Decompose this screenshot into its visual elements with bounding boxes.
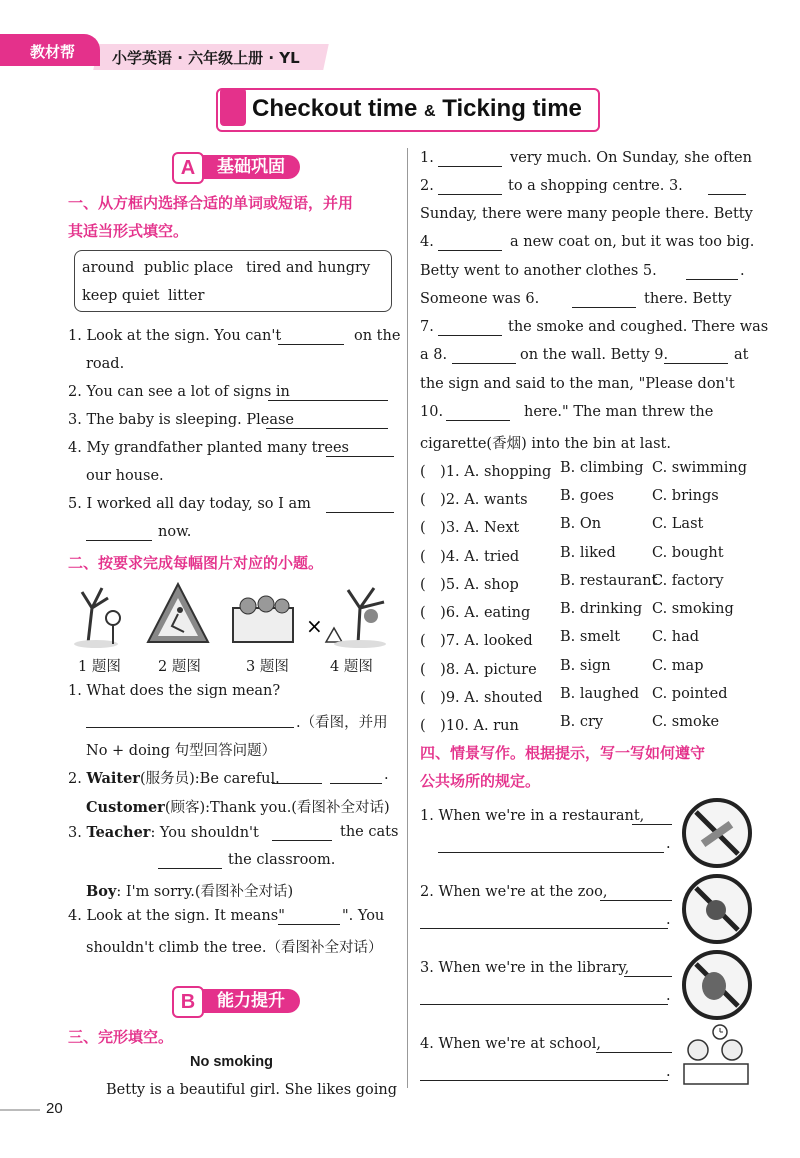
teacher-line-a: : You shouldn't (150, 825, 259, 841)
q1-item4-text: 4. My grandfather planted many trees (68, 440, 349, 456)
cloze-line-4b: a new coat on, but it was too big. (510, 234, 755, 250)
choice-3-c[interactable]: C. Last (652, 516, 704, 532)
choice-5-c[interactable]: C. factory (652, 573, 724, 589)
q2-item2-line1: 2. Waiter(服务员):Be careful. (68, 770, 280, 787)
speaker-teacher: Teacher (86, 824, 151, 841)
q4-item2-period: . (666, 912, 671, 928)
cloze-blank-4[interactable] (438, 236, 502, 251)
q2-item3-blank1[interactable] (272, 826, 332, 841)
choice-4-a[interactable]: ( )4. A. tried (420, 549, 520, 565)
warning-sign-illustration (148, 584, 208, 642)
choice-1-b[interactable]: B. climbing (560, 460, 644, 476)
q1-item4-blank[interactable] (326, 442, 394, 457)
customer-line: :Thank you.(看图补全对话) (205, 800, 390, 816)
choice-2-a[interactable]: ( )2. A. wants (420, 492, 528, 508)
passage-start: Betty is a beautiful girl. She likes going (106, 1082, 398, 1098)
title-amp: & (424, 103, 436, 120)
waiter-line: :Be careful. (194, 771, 280, 787)
word-public-place: public place (144, 260, 234, 276)
q2-item2-line2 (86, 796, 390, 817)
choice-7-c[interactable]: C. had (652, 629, 700, 645)
q1-item3-text: 3. The baby is sleeping. Please (68, 412, 294, 428)
no-feeding-sign-icon (682, 874, 752, 944)
q2-item3-line3 (86, 880, 293, 901)
cloze-blank-8[interactable] (452, 349, 516, 364)
cats-box-illustration (233, 596, 323, 642)
pic-label-4: 4 题图 (330, 659, 373, 675)
students-desk-illustration (680, 1024, 752, 1086)
cloze-line-3: Sunday, there were many people there. Betty (420, 206, 753, 222)
q4-item4-blank2[interactable] (420, 1066, 668, 1081)
choice-2-c[interactable]: C. brings (652, 488, 719, 504)
cloze-line-10b: here." The man threw the (524, 404, 714, 420)
choice-9-c[interactable]: C. pointed (652, 686, 728, 702)
cloze-line-6a: Someone was 6. (420, 291, 540, 307)
q2-item3-blank2[interactable] (158, 854, 222, 869)
choice-8-b[interactable]: B. sign (560, 658, 611, 674)
choice-1-a[interactable]: ( )1. A. shopping (420, 464, 552, 480)
choice-5-a[interactable]: ( )5. A. shop (420, 577, 519, 593)
teacher-line-b: the cats (340, 824, 399, 840)
choice-5-b[interactable]: B. restaurant (560, 573, 658, 589)
word-tired-and-hungry: tired and hungry (246, 260, 371, 276)
q2-item4-text: 4. Look at the sign. It means" (68, 908, 285, 924)
word-litter: litter (168, 288, 205, 304)
header-subject: 小学英语 · 六年级上册 · YL (112, 49, 300, 67)
q4-item3-period: . (666, 988, 671, 1004)
section-b-letter: B (172, 986, 204, 1018)
title-part1: Checkout time (252, 95, 418, 122)
q4-item1-blank2[interactable] (438, 838, 664, 853)
q4-item1-text: 1. When we're in a restaurant, (420, 808, 645, 824)
q1-item1-text: 1. Look at the sign. You can't (68, 328, 282, 344)
q2-item1-text: 1. What does the sign mean? (68, 683, 281, 699)
title-part2: Ticking time (442, 95, 582, 122)
q4-item2-blank1[interactable] (600, 886, 672, 901)
cloze-blank-3[interactable] (708, 180, 746, 195)
choice-6-a[interactable]: ( )6. A. eating (420, 605, 531, 621)
q1-item5-text: 5. I worked all day today, so I am (68, 496, 311, 512)
page-title (252, 95, 582, 123)
speaker-boy: Boy (86, 883, 117, 900)
speaker-customer: Customer (86, 799, 165, 816)
page-number: 20 (46, 1100, 63, 1117)
q1-heading-line2: 其适当形式填空。 (68, 222, 189, 240)
cloze-line-8b: on the wall. Betty 9. (520, 347, 669, 363)
q2-item2-blank1[interactable] (272, 769, 322, 784)
q1-item1-cont: road. (86, 356, 125, 372)
book-icon (220, 88, 246, 126)
cloze-line-8a: a 8. (420, 347, 448, 363)
choice-3-a[interactable]: ( )3. A. Next (420, 520, 520, 536)
q2-item2-period: . (384, 767, 389, 783)
cloze-blank-5[interactable] (686, 265, 738, 280)
cloze-line-8c: at (734, 347, 749, 363)
q1-item3-blank[interactable] (266, 414, 388, 429)
cloze-line-9: the sign and said to the man, "Please don't (420, 376, 735, 392)
teacher-line-c: the classroom. (228, 852, 336, 868)
q4-item2-blank2[interactable] (420, 914, 668, 929)
q1-item1-end: on the (354, 328, 401, 344)
choice-1-c[interactable]: C. swimming (652, 460, 748, 476)
cloze-blank-7[interactable] (438, 321, 502, 336)
choice-8-a[interactable]: ( )8. A. picture (420, 662, 537, 678)
choice-10-b[interactable]: B. cry (560, 714, 604, 730)
q1-item5-blank[interactable] (326, 498, 394, 513)
q4-item4-blank1[interactable] (596, 1038, 672, 1053)
q1-item5-blank2[interactable] (86, 526, 152, 541)
word-around: around (82, 260, 135, 276)
section-a-letter: A (172, 152, 204, 184)
q1-item2-text: 2. You can see a lot of signs in (68, 384, 290, 400)
q4-item3-blank2[interactable] (420, 990, 668, 1005)
speaker-waiter-cn: (服务员) (139, 771, 195, 787)
word-keep-quiet: keep quiet (82, 288, 160, 304)
q4-item3-blank1[interactable] (624, 962, 672, 977)
header-badge (0, 34, 100, 66)
q1-item5-cont: now. (158, 524, 192, 540)
q4-heading-line2: 公共场所的规定。 (420, 772, 541, 790)
cloze-blank-9[interactable] (664, 349, 728, 364)
q1-item1-blank[interactable] (278, 330, 344, 345)
q2-item4-cont: shouldn't climb the tree.（看图补全对话） (86, 940, 383, 956)
q1-heading-line1: 一、从方框内选择合适的单词或短语，并用 (68, 194, 354, 212)
svg-text:×: × (306, 614, 323, 638)
footer-line (0, 1109, 40, 1111)
choice-9-b[interactable]: B. laughed (560, 686, 639, 702)
q2-item2-blank2[interactable] (330, 769, 382, 784)
section-a-label: 基础巩固 (202, 155, 300, 179)
q4-item4-text: 4. When we're at school, (420, 1036, 602, 1052)
tree-sign-illustration (74, 588, 120, 648)
choice-6-b[interactable]: B. drinking (560, 601, 643, 617)
cloze-line-2a: 2. (420, 178, 434, 194)
q2-heading: 二、按要求完成每幅图片对应的小题。 (68, 554, 324, 572)
passage-title: No smoking (190, 1054, 273, 1070)
cloze-line-4a: 4. (420, 234, 434, 250)
q4-item1-blank1[interactable] (632, 810, 672, 825)
cloze-line-1b: very much. On Sunday, she often (510, 150, 752, 166)
cloze-line-5b: . (740, 263, 745, 279)
choice-8-c[interactable]: C. map (652, 658, 704, 674)
q4-item1-period: . (666, 836, 671, 852)
cloze-blank-1[interactable] (438, 152, 502, 167)
q4-item2-text: 2. When we're at the zoo, (420, 884, 608, 900)
q2-item1-blank[interactable] (86, 713, 294, 728)
cloze-line-2b: to a shopping centre. 3. (508, 178, 683, 194)
cloze-line-7a: 7. (420, 319, 434, 335)
q2-pictures (68, 578, 398, 650)
q2-item4-end: ". You (342, 908, 385, 924)
choice-10-a[interactable]: ( )10. A. run (420, 718, 519, 734)
speaker-customer-cn: (顾客) (164, 800, 206, 816)
choice-4-c[interactable]: C. bought (652, 545, 724, 561)
q2-item3-num: 3. (68, 825, 82, 841)
choice-9-a[interactable]: ( )9. A. shouted (420, 690, 543, 706)
section-b-label: 能力提升 (202, 989, 300, 1013)
header-badge-text: 教材帮 (30, 43, 76, 61)
q2-item3-line1 (68, 824, 259, 841)
choice-7-a[interactable]: ( )7. A. looked (420, 633, 533, 649)
no-smoking-sign-icon (682, 798, 752, 868)
q2-item1-note2: No + doing 句型回答问题） (86, 743, 277, 759)
no-talking-sign-icon (682, 950, 752, 1020)
cloze-blank-10[interactable] (446, 406, 510, 421)
cloze-line-5a: Betty went to another clothes 5. (420, 263, 657, 279)
q4-heading-line1: 四、情景写作。根据提示，写一写如何遵守 (420, 744, 706, 762)
q1-item2-blank[interactable] (268, 386, 388, 401)
pic-label-1: 1 题图 (78, 659, 121, 675)
pic-label-2: 2 题图 (158, 659, 201, 675)
cloze-line-11: cigarette(香烟) into the bin at last. (420, 436, 671, 452)
choice-10-c[interactable]: C. smoke (652, 714, 720, 730)
speaker-waiter: Waiter (86, 770, 140, 787)
q4-item3-text: 3. When we're in the library, (420, 960, 630, 976)
column-divider (407, 148, 408, 1088)
cloze-line-6b: there. Betty (644, 291, 732, 307)
cloze-line-10a: 10. (420, 404, 444, 420)
q2-item1-note: .（看图，并用 (296, 715, 388, 731)
cloze-line-1a: 1. (420, 150, 434, 166)
choice-7-b[interactable]: B. smelt (560, 629, 621, 645)
climbing-tree-illustration (326, 588, 386, 648)
q3-heading: 三、完形填空。 (68, 1028, 174, 1046)
q1-item4-cont: our house. (86, 468, 164, 484)
q4-item4-period: . (666, 1064, 671, 1080)
choice-4-b[interactable]: B. liked (560, 545, 616, 561)
cloze-blank-6[interactable] (572, 293, 636, 308)
cloze-blank-2[interactable] (438, 180, 502, 195)
pic-label-3: 3 题图 (246, 659, 289, 675)
boy-line: : I'm sorry.(看图补全对话) (116, 884, 294, 900)
choice-2-b[interactable]: B. goes (560, 488, 614, 504)
q2-item4-blank[interactable] (278, 910, 340, 925)
choice-6-c[interactable]: C. smoking (652, 601, 734, 617)
cloze-line-7b: the smoke and coughed. There was (508, 319, 769, 335)
choice-3-b[interactable]: B. On (560, 516, 602, 532)
